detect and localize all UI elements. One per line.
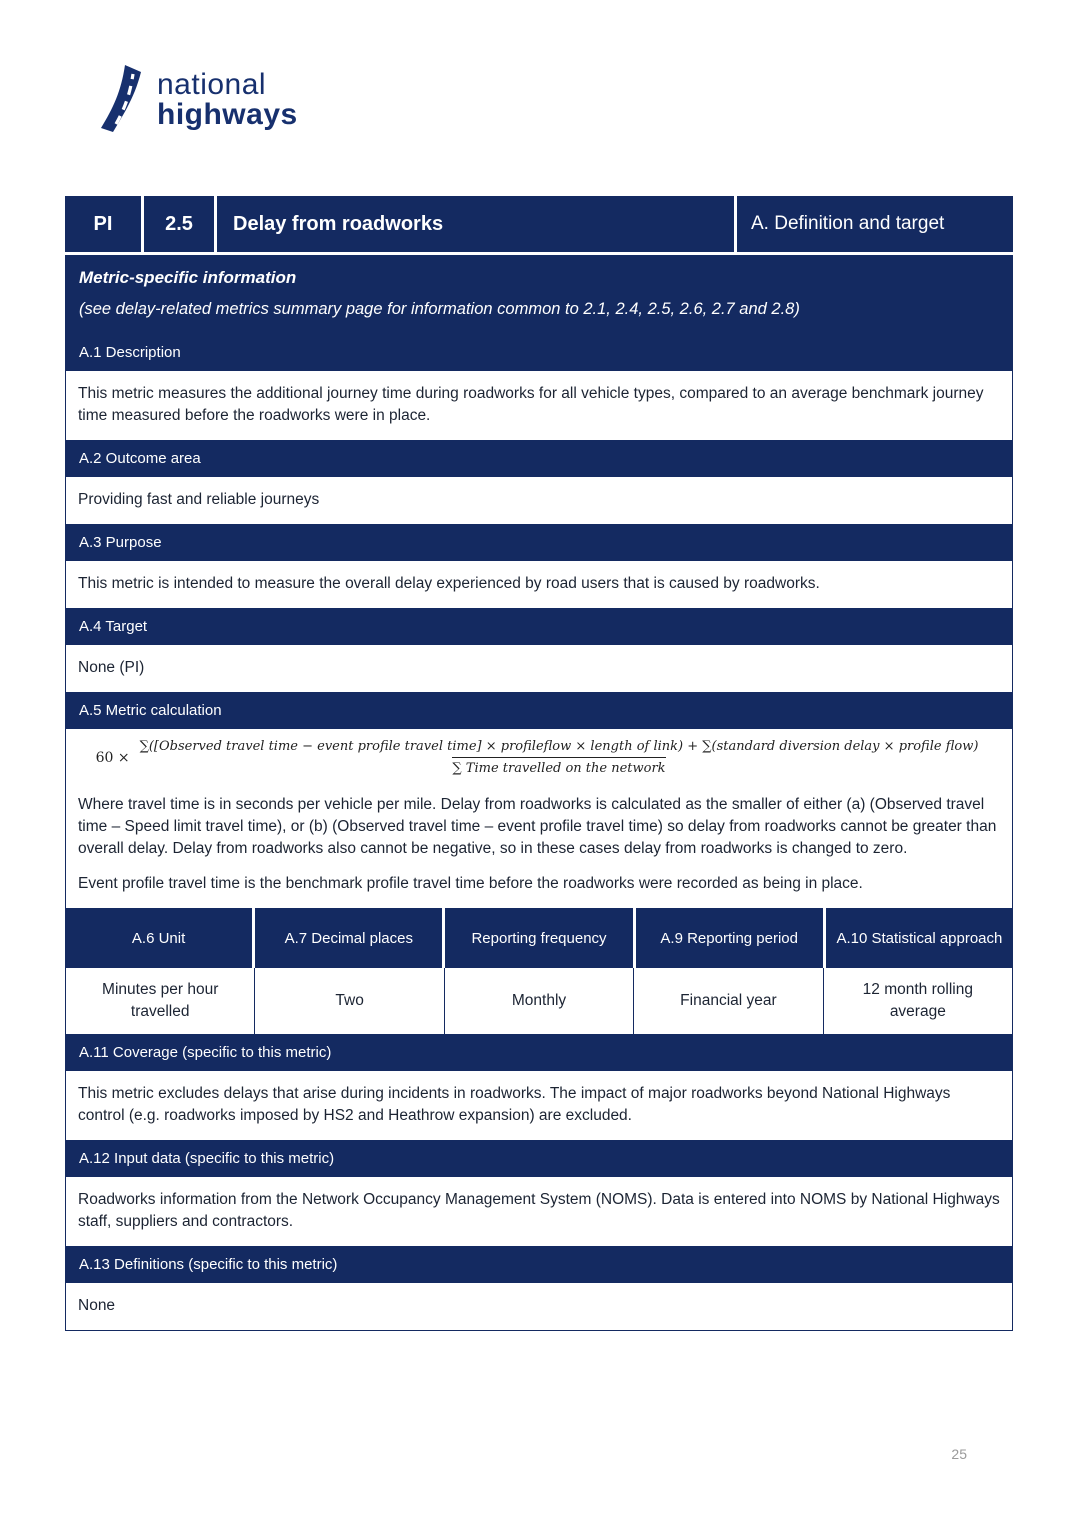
title-header-row — [65, 196, 1013, 252]
formula-fraction — [136, 739, 983, 776]
logo-line2: highways — [157, 97, 298, 131]
metric-specific-subtitle: (see delay-related metrics summary page for information common to 2.1, 2.4, 2.5, 2.6, 2.7 and 2.8) — [79, 300, 800, 318]
section-header-a2: A.2 Outcome area — [65, 440, 1013, 477]
section-header-a12: A.12 Input data (specific to this metric) — [65, 1140, 1013, 1177]
section-body-a4: None (PI) — [65, 645, 1013, 692]
logo — [95, 62, 298, 137]
logo-line1: national — [157, 67, 267, 101]
grid-value-statistical-approach: 12 month rolling average — [823, 968, 1013, 1034]
metric-title-cell: Delay from roadworks — [217, 196, 734, 252]
formula-note-1: Where travel time is in seconds per vehicle per mile. Delay from roadworks is calculated as the smaller of either (a) (Observed travel time – Speed limit travel time), or (b) (Observed travel time – event profile travel time) so delay from roadworks cannot be greater than overall delay. Delay from roadworks also cannot be negative, so in these cases delay from roadworks is changed to zero. — [65, 782, 1013, 873]
section-header-a3: A.3 Purpose — [65, 524, 1013, 561]
metric-table — [65, 196, 1013, 1331]
grid-header-unit: A.6 Unit — [65, 908, 252, 968]
section-body-a11: This metric excludes delays that arise during incidents in roadworks. The impact of major roadworks beyond National Highways control (e.g. roadworks imposed by HS2 and Heathrow expansion) are excluded. — [65, 1071, 1013, 1140]
grid-header-reporting-period: A.9 Reporting period — [636, 908, 823, 968]
grid-value-decimal-places: Two — [254, 968, 443, 1034]
formula-numerator: ∑([Observed travel time − event profile travel time] × profileflow × length of link) + ∑(standard diversion delay × profile flow) — [139, 739, 979, 754]
section-body-a12: Roadworks information from the Network Occupancy Management System (NOMS). Data is entered into NOMS by National Highways staff, suppliers and contractors. — [65, 1177, 1013, 1246]
section-header-a1: A.1 Description — [65, 334, 1013, 371]
section-header-a11: A.11 Coverage (specific to this metric) — [65, 1034, 1013, 1071]
metric-formula — [65, 729, 1013, 782]
metric-specific-band — [65, 255, 1013, 334]
section-body-a2: Providing fast and reliable journeys — [65, 477, 1013, 524]
attributes-grid-values — [65, 968, 1013, 1034]
metric-type-cell: PI — [65, 196, 141, 252]
formula-denominator: ∑ Time travelled on the network — [452, 757, 665, 776]
section-header-a5: A.5 Metric calculation — [65, 692, 1013, 729]
grid-value-reporting-frequency: Monthly — [444, 968, 633, 1034]
grid-header-statistical-approach: A.10 Statistical approach — [826, 908, 1013, 968]
formula-prefix: 60 × — [95, 749, 130, 766]
grid-value-reporting-period: Financial year — [633, 968, 822, 1034]
logo-text — [157, 67, 298, 131]
section-body-a13: None — [65, 1283, 1013, 1331]
grid-header-reporting-frequency: Reporting frequency — [445, 908, 632, 968]
attributes-grid-header — [65, 908, 1013, 968]
section-header-a4: A.4 Target — [65, 608, 1013, 645]
metric-number-cell: 2.5 — [144, 196, 214, 252]
grid-header-decimal-places: A.7 Decimal places — [255, 908, 442, 968]
section-label-cell: A. Definition and target — [737, 196, 1013, 252]
grid-value-unit: Minutes per hour travelled — [65, 968, 254, 1034]
formula-note-2: Event profile travel time is the benchmark profile travel time before the roadworks were recorded as being in place. — [65, 873, 1013, 908]
national-highways-road-icon — [95, 62, 147, 137]
metric-specific-title: Metric-specific information — [79, 268, 297, 287]
page-number: 25 — [951, 1446, 967, 1462]
section-body-a3: This metric is intended to measure the overall delay experienced by road users that is caused by roadworks. — [65, 561, 1013, 608]
section-body-a1: This metric measures the additional journey time during roadworks for all vehicle types, compared to an average benchmark journey time measured before the roadworks were in place. — [65, 371, 1013, 440]
section-header-a13: A.13 Definitions (specific to this metric) — [65, 1246, 1013, 1283]
